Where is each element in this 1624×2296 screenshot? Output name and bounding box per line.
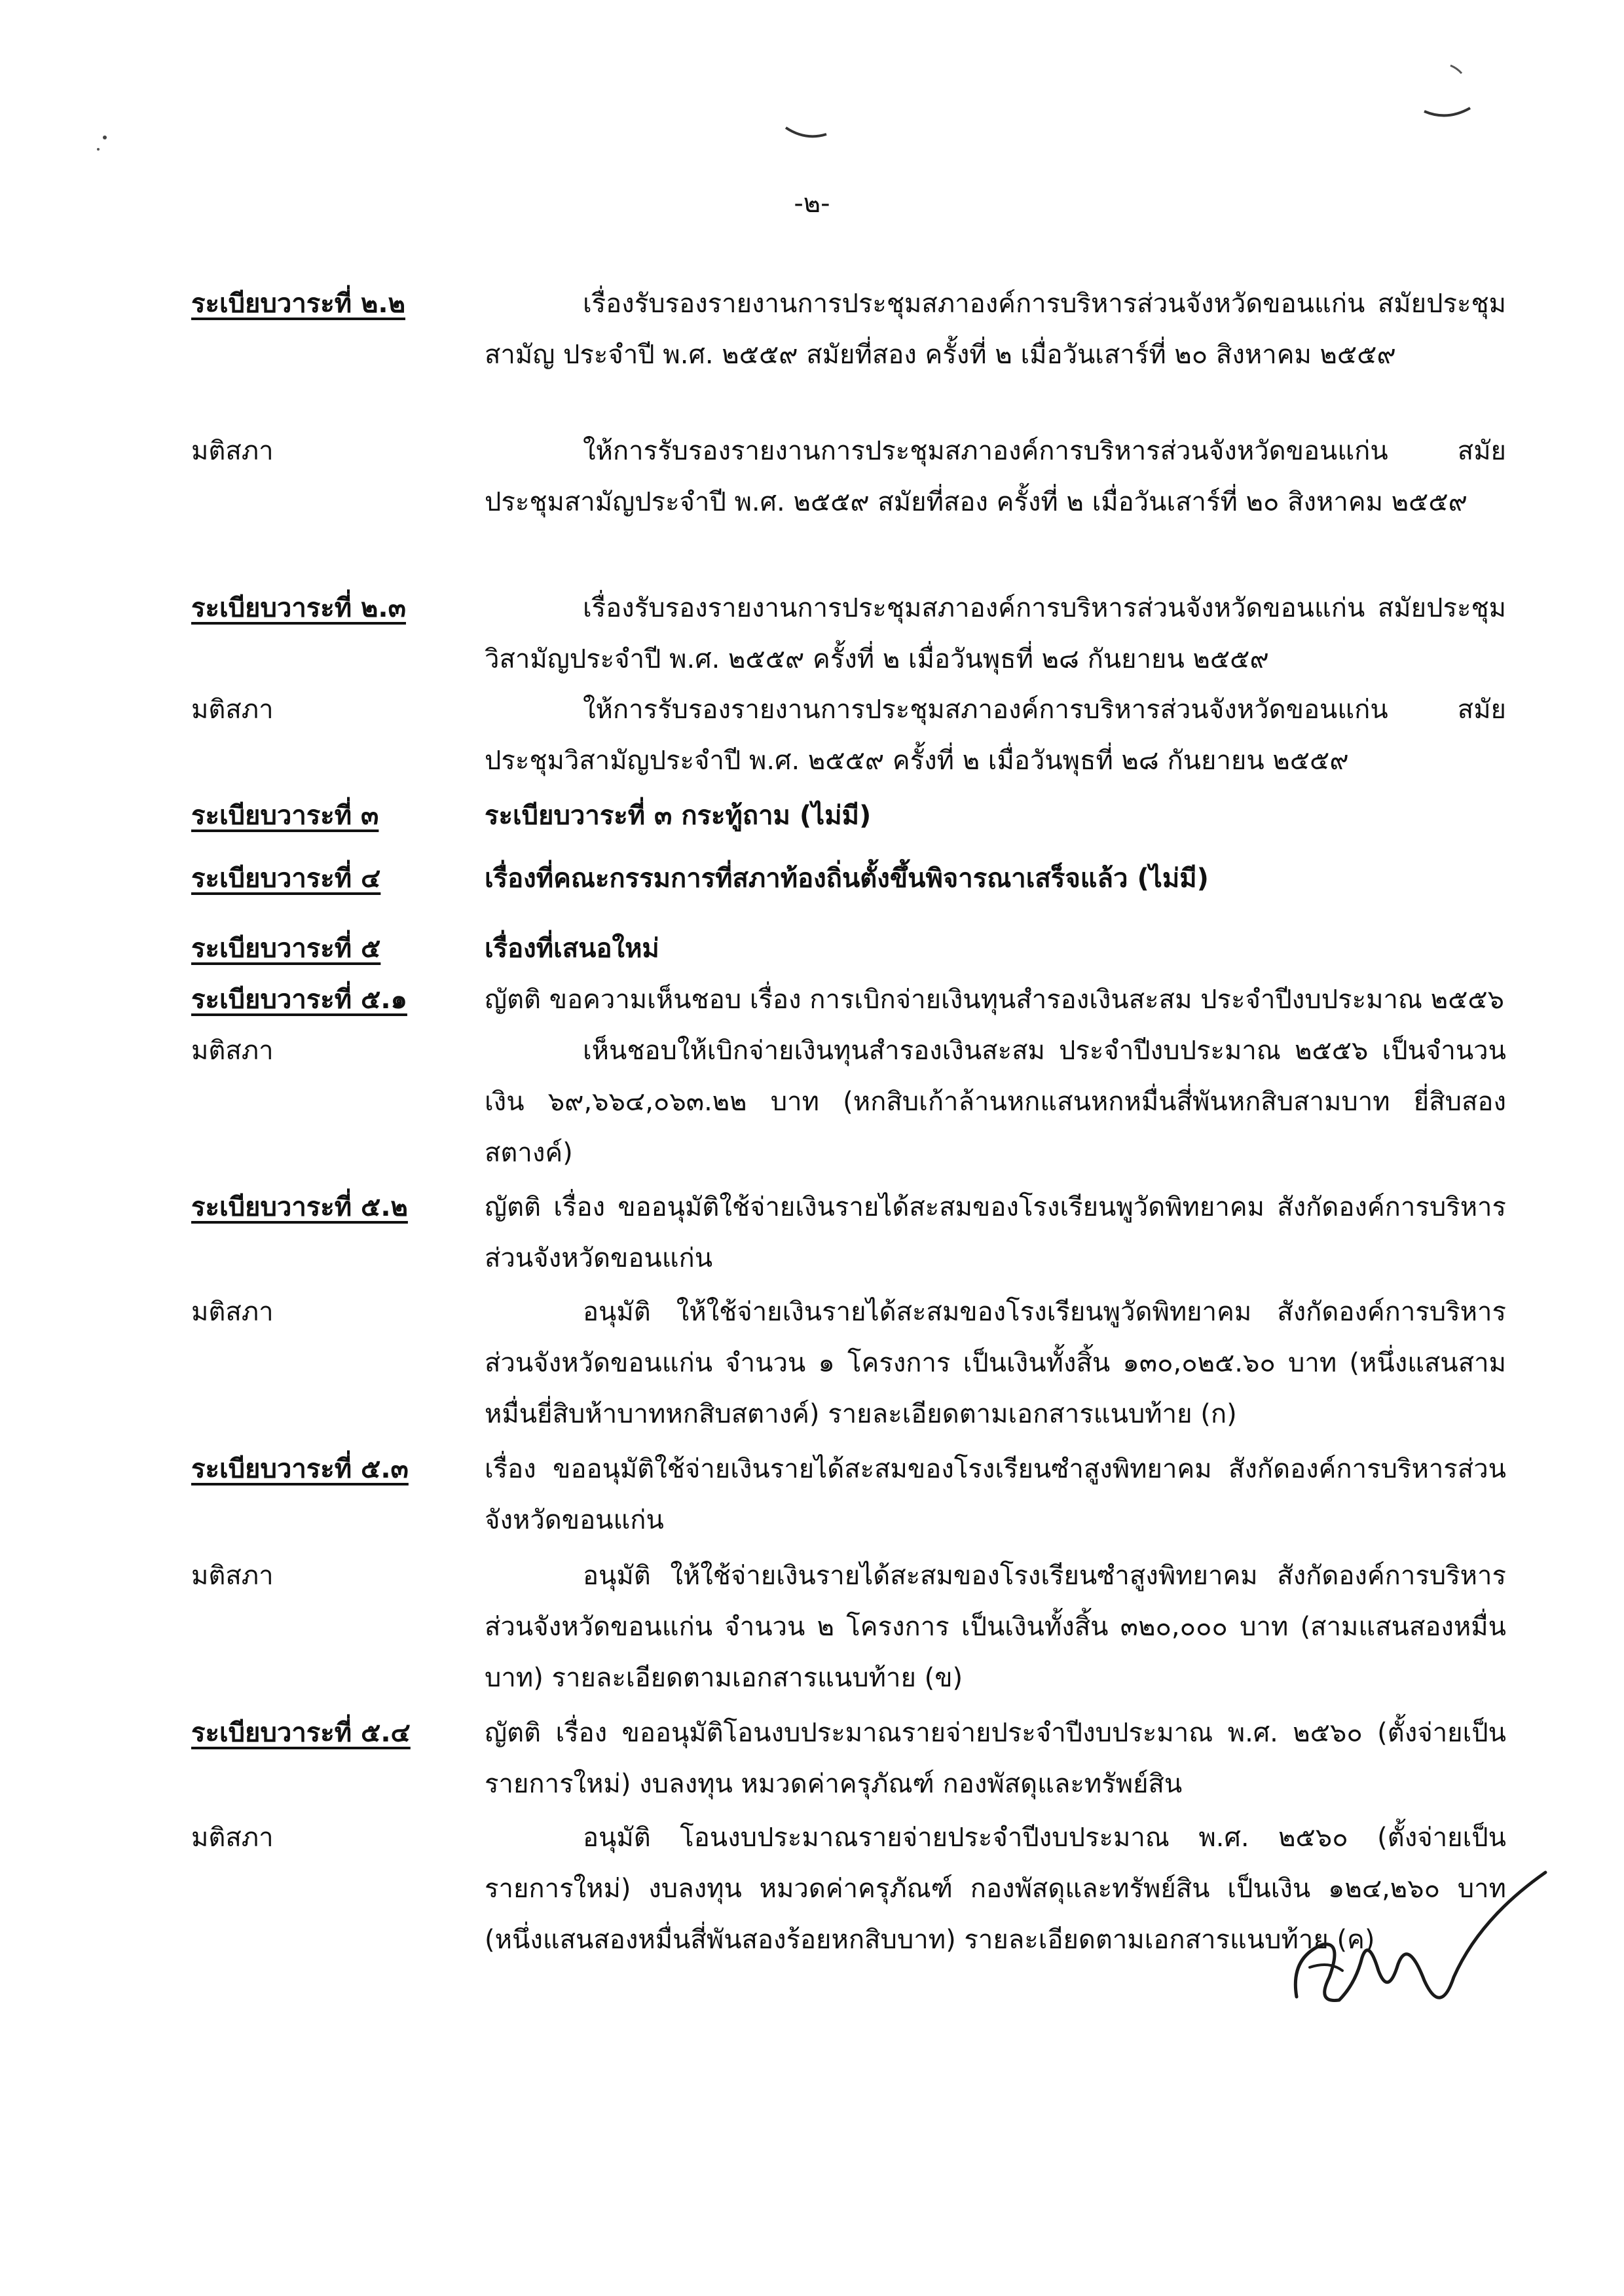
handwritten-signature <box>1283 1846 1559 2030</box>
agenda-text: เรื่องรับรองรายงานการประชุมสภาองค์การบริหารส่วนจังหวัดขอนแก่น สมัยประชุมวิสามัญประจำปี พ.ศ. ๒๕๕๙ ครั้งที่ ๒ เมื่อวันพุธที่ ๒๘ กันยายน ๒๕๕๙ <box>485 593 1506 674</box>
agenda-text: เรื่องที่คณะกรรมการที่สภาท้องถิ่นตั้งขึ้นพิจารณาเสร็จแล้ว (ไม่มี) <box>485 864 1209 894</box>
agenda-entry <box>191 1707 1540 1810</box>
scan-artifact-marks <box>0 0 1624 170</box>
agenda-entry <box>191 583 1540 685</box>
agenda-label: ระเบียบวาระที่ ๕.๒ <box>191 1192 408 1222</box>
resolution-label: มติสภา <box>191 1561 274 1591</box>
resolution-text: ให้การรับรองรายงานการประชุมสภาองค์การบริหารส่วนจังหวัดขอนแก่น สมัยประชุมสามัญประจำปี พ.ศ. ๒๕๕๙ สมัยที่สอง ครั้งที่ ๒ เมื่อวันเสาร์ที่ ๒๐ สิงหาคม ๒๕๕๙ <box>485 436 1506 517</box>
resolution-label: มติสภา <box>191 436 274 466</box>
agenda-entry <box>191 974 1540 1025</box>
agenda-text: เรื่องที่เสนอใหม่ <box>485 934 659 964</box>
resolution-text: ให้การรับรองรายงานการประชุมสภาองค์การบริหารส่วนจังหวัดขอนแก่น สมัยประชุมวิสามัญประจำปี พ.ศ. ๒๕๕๙ ครั้งที่ ๒ เมื่อวันพุธที่ ๒๘ กันยายน ๒๕๕๙ <box>485 695 1506 776</box>
resolution-entry <box>191 1025 1540 1178</box>
agenda-text: ญัตติ เรื่อง ขออนุมัติโอนงบประมาณรายจ่ายประจำปีงบประมาณ พ.ศ. ๒๕๖๐ (ตั้งจ่ายเป็นรายการใหม่) งบลงทุน หมวดค่าครุภัณฑ์ กองพัสดุและทรัพย์สิน <box>485 1718 1506 1799</box>
agenda-label: ระเบียบวาระที่ ๔ <box>191 864 381 894</box>
agenda-label: ระเบียบวาระที่ ๕.๓ <box>191 1454 409 1484</box>
resolution-text: อนุมัติ โอนงบประมาณรายจ่ายประจำปีงบประมาณ พ.ศ. ๒๕๖๐ (ตั้งจ่ายเป็นรายการใหม่) งบลงทุน หมวดค่าครุภัณฑ์ กองพัสดุและทรัพย์สิน เป็นเงิน ๑๒๔,๒๖๐ บาท (หนึ่งแสนสองหมื่นสี่พันสองร้อยหกสิบบาท) รายละเอียดตามเอกสารแนบท้าย (ค) <box>485 1823 1506 1955</box>
agenda-text: ระเบียบวาระที่ ๓ กระทู้ถาม (ไม่มี) <box>485 801 872 831</box>
resolution-text: อนุมัติ ให้ใช้จ่ายเงินรายได้สะสมของโรงเรียนซำสูงพิทยาคม สังกัดองค์การบริหารส่วนจังหวัดขอนแก่น จำนวน ๒ โครงการ เป็นเงินทั้งสิ้น ๓๒๐,๐๐๐ บาท (สามแสนสองหมื่นบาท) รายละเอียดตามเอกสารแนบท้าย (ข) <box>485 1561 1506 1693</box>
agenda-label: ระเบียบวาระที่ ๒.๓ <box>191 593 406 623</box>
resolution-label: มติสภา <box>191 1297 274 1327</box>
agenda-label: ระเบียบวาระที่ ๓ <box>191 801 379 831</box>
agenda-text: เรื่อง ขออนุมัติใช้จ่ายเงินรายได้สะสมของโรงเรียนซำสูงพิทยาคม สังกัดองค์การบริหารส่วนจังหวัดขอนแก่น <box>485 1454 1506 1535</box>
resolution-entry <box>191 684 1540 786</box>
agenda-label: ระเบียบวาระที่ ๕ <box>191 934 381 964</box>
agenda-text: ญัตติ เรื่อง ขออนุมัติใช้จ่ายเงินรายได้สะสมของโรงเรียนพูวัดพิทยาคม สังกัดองค์การบริหารส่วนจังหวัดขอนแก่น <box>485 1192 1506 1273</box>
agenda-label: ระเบียบวาระที่ ๕.๑ <box>191 985 407 1015</box>
page-number: -๒- <box>794 189 830 219</box>
agenda-entry <box>191 1444 1540 1546</box>
agenda-label: ระเบียบวาระที่ ๒.๒ <box>191 289 405 319</box>
agenda-entry <box>191 1182 1540 1284</box>
agenda-entry <box>191 853 1540 904</box>
resolution-entry <box>191 1550 1540 1704</box>
resolution-label: มติสภา <box>191 1823 274 1853</box>
resolution-entry <box>191 426 1540 528</box>
resolution-text: เห็นชอบให้เบิกจ่ายเงินทุนสำรองเงินสะสม ประจำปีงบประมาณ ๒๕๕๖ เป็นจำนวนเงิน ๖๙,๖๖๔,๐๖๓.๒๒ บาท (หกสิบเก้าล้านหกแสนหกหมื่นสี่พันหกสิบสามบาท ยี่สิบสองสตางค์) <box>485 1036 1506 1168</box>
agenda-entry <box>191 923 1540 974</box>
resolution-text: อนุมัติ ให้ใช้จ่ายเงินรายได้สะสมของโรงเรียนพูวัดพิทยาคม สังกัดองค์การบริหารส่วนจังหวัดขอนแก่น จำนวน ๑ โครงการ เป็นเงินทั้งสิ้น ๑๓๐,๐๒๕.๖๐ บาท (หนึ่งแสนสามหมื่นยี่สิบห้าบาทหกสิบสตางค์) รายละเอียดตามเอกสารแนบท้าย (ก) <box>485 1297 1506 1429</box>
agenda-text: ญัตติ ขอความเห็นชอบ เรื่อง การเบิกจ่ายเงินทุนสำรองเงินสะสม ประจำปีงบประมาณ ๒๕๕๖ <box>485 985 1505 1015</box>
resolution-label: มติสภา <box>191 1036 274 1066</box>
agenda-entry <box>191 790 1540 841</box>
resolution-entry <box>191 1286 1540 1440</box>
agenda-text: เรื่องรับรองรายงานการประชุมสภาองค์การบริหารส่วนจังหวัดขอนแก่น สมัยประชุมสามัญ ประจำปี พ.ศ. ๒๕๕๙ สมัยที่สอง ครั้งที่ ๒ เมื่อวันเสาร์ที่ ๒๐ สิงหาคม ๒๕๕๙ <box>485 289 1506 370</box>
agenda-label: ระเบียบวาระที่ ๕.๔ <box>191 1718 411 1748</box>
resolution-label: มติสภา <box>191 695 274 725</box>
agenda-entry <box>191 278 1540 380</box>
